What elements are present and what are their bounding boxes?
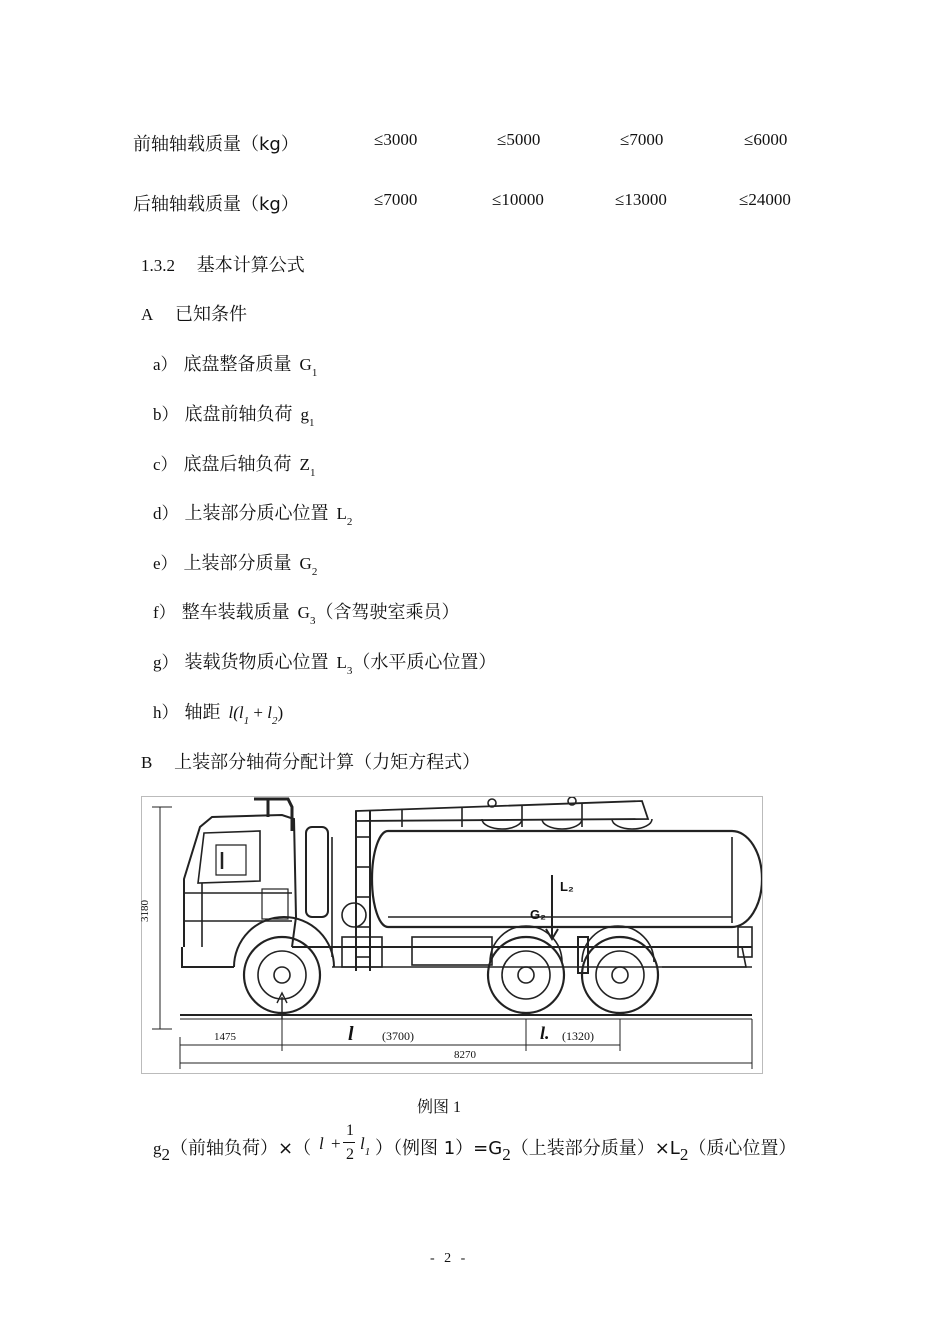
cell-value: ≤5000 xyxy=(497,130,541,149)
item-suffix: （含驾驶室乘员） xyxy=(315,602,460,623)
condition-item-c xyxy=(153,450,315,479)
equation-l: l xyxy=(319,1134,324,1153)
item-symbol: $g_1$ xyxy=(300,405,315,429)
load-l2-label: L₂ xyxy=(560,879,574,894)
figure-caption: 例图 1 xyxy=(417,1099,462,1116)
wheelbase-l-label: l xyxy=(348,1023,354,1045)
axle-spacing-value-label: (1320) xyxy=(562,1029,594,1043)
condition-item-b xyxy=(153,400,315,429)
height-dimension-label: 3180 xyxy=(139,900,151,922)
subsection-a-heading xyxy=(141,300,247,326)
fraction-numerator: 1 xyxy=(346,1122,354,1139)
item-symbol: $Z_1$ xyxy=(299,455,316,479)
equation-rhs: ）（例图 $1)=G_2$（上装部分质量）$\times L_2$（质心位置） xyxy=(375,1138,797,1164)
item-text: 上装部分质量 xyxy=(183,553,292,574)
table-row-rear-axle xyxy=(133,190,833,218)
section-heading xyxy=(141,251,305,277)
item-marker: d） xyxy=(153,504,179,523)
item-text: 整车装载质量 xyxy=(181,602,290,623)
item-marker: c） xyxy=(153,455,178,474)
item-marker: g） xyxy=(153,653,179,672)
cell-value: ≤7000 xyxy=(374,190,418,209)
equation-plus: + xyxy=(331,1134,341,1153)
wheelbase-expression: $l(l_1 + l_2)$ xyxy=(228,703,284,727)
item-text: 底盘后轴负荷 xyxy=(183,454,292,475)
item-symbol: $G_2$ xyxy=(299,554,318,578)
cell-value: ≤3000 xyxy=(374,130,418,149)
equation-lhs: $g_2$（前轴负荷）×（ xyxy=(153,1138,312,1164)
equation-l1: $l_1$ xyxy=(360,1134,371,1158)
item-text: 装载货物质心位置 xyxy=(184,652,329,673)
subsection-title: 已知条件 xyxy=(175,304,248,325)
item-marker: h） xyxy=(153,703,179,722)
item-symbol: $L_2$ xyxy=(336,504,353,528)
item-suffix: （水平质心位置） xyxy=(352,652,497,673)
item-marker: b） xyxy=(153,405,179,424)
condition-item-f xyxy=(153,598,459,627)
row-label: 前轴轴载质量（kg） xyxy=(133,134,299,155)
cell-value: ≤6000 xyxy=(744,130,788,149)
wheelbase-value-label: (3700) xyxy=(382,1029,414,1043)
item-symbol: $G_1$ xyxy=(299,355,318,379)
cell-value: ≤24000 xyxy=(739,190,791,209)
moment-equation xyxy=(153,1122,813,1172)
cell-value: ≤13000 xyxy=(615,190,667,209)
subsection-title: 上装部分轴荷分配计算（力矩方程式） xyxy=(174,752,481,773)
load-g2-label: G₂ xyxy=(530,907,546,922)
cell-value: ≤7000 xyxy=(620,130,664,149)
table-row-front-axle xyxy=(133,130,833,158)
item-marker: f） xyxy=(153,603,176,622)
item-text: 底盘整备质量 xyxy=(183,354,292,375)
total-length-label: 8270 xyxy=(454,1049,476,1061)
item-text: 底盘前轴负荷 xyxy=(184,404,293,425)
section-number: 1.3.2 xyxy=(141,256,175,275)
item-symbol: $L_3$ xyxy=(336,653,353,677)
front-overhang-label: 1475 xyxy=(214,1031,236,1043)
condition-item-h xyxy=(153,698,283,727)
condition-item-g xyxy=(153,648,496,677)
axle-spacing-l1-label: l. xyxy=(540,1023,550,1043)
item-text: 上装部分质心位置 xyxy=(184,503,329,524)
subsection-letter: A xyxy=(141,305,154,324)
item-marker: a） xyxy=(153,355,178,374)
condition-item-a xyxy=(153,350,317,379)
condition-item-e xyxy=(153,549,317,578)
item-symbol: $G_3$ xyxy=(297,603,316,627)
row-label: 后轴轴载质量（kg） xyxy=(133,194,299,215)
condition-item-d xyxy=(153,499,352,528)
fraction-bar xyxy=(343,1142,355,1143)
cell-value: ≤10000 xyxy=(492,190,544,209)
item-text: 轴距 xyxy=(184,702,221,723)
item-marker: e） xyxy=(153,554,178,573)
subsection-b-heading xyxy=(141,748,480,774)
fraction-denominator: 2 xyxy=(346,1146,354,1163)
section-title: 基本计算公式 xyxy=(196,255,305,276)
truck-diagram xyxy=(141,796,763,1074)
subsection-letter: B xyxy=(141,753,153,772)
page-number: - 2 - xyxy=(430,1251,469,1266)
